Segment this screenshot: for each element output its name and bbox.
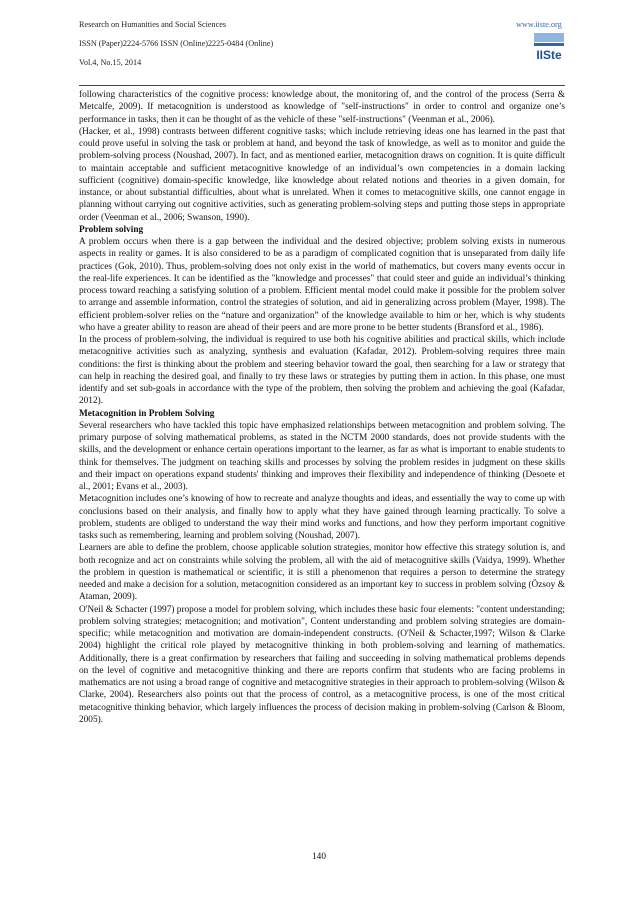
body-paragraph: following characteristics of the cognitive process: knowledge about, the monitoring of, and the control of the process (Serra & Metcalfe, 2009). If metacognition is understood as knowledge of "self-instructions" in order to control and organize one’s performance in tasks, then it can be thought of as the vehicle of these "self-instructions" (Veenman et al., 2006). <box>79 90 565 125</box>
body-paragraph: Metacognition includes one’s knowing of how to recreate and analyze thoughts and ideas, and essentially the way to come up with conclusions based on their analysis, and finally how to apply what they have gained through learning practically. To solve a problem, students are obliged to understand the way their mind works and functions, and how they perform important cognitive tasks such as remembering, learning and problem solving (Noushad, 2007). <box>79 494 565 541</box>
body-paragraph: In the process of problem-solving, the individual is required to use both his cognitive abilities and practical skills, which include metacognitive activities such as analyzing, synthesis and evaluation (Kafadar, 2012). Problem-solving requires three main conditions: the first is thinking about the problem and steering behavior toward the goal, then searching for a law or strategy that can help in reaching the desired goal, and finally to try these laws or strategies by putting them in action. In this phase, one must identify and set sub-goals in accordance with the type of the problem, then solving the problem and achieving the goal (Kafadar, 2012). <box>79 335 565 407</box>
section-heading-problem-solving: Problem solving <box>79 224 144 235</box>
body-paragraph: Learners are able to define the problem, choose applicable solution strategies, monitor how effective this strategy solution is, and both recognize and act on constraints while solving the problem, all with the aid of metacognitive skills (Vaidya, 1999). Whether the problem in question is mathematical or scientific, it is still a phenomenon that requires a person to determine the strategy needed and make a decision for a solution, metacognition considered as an important key to success in problem solving (Özsoy & Ataman, 2009). <box>79 543 565 603</box>
journal-url-link[interactable]: www.iiste.org <box>516 20 562 29</box>
section-heading-metacognition: Metacognition in Problem Solving <box>79 408 215 419</box>
header-divider <box>79 85 565 86</box>
volume-line: Vol.4, No.15, 2014 <box>79 58 142 67</box>
body-paragraph: (Hacker, et al., 1998) contrasts between different cognitive tasks; which include retrieving ideas one has learned in the past that could prove useful in solving the task or problem at hand, and beyond the task of knowledge, as well as to monitor and guide the problem-solving process (Noushad, 2007). In fact, and as mentioned earlier, metacognition draws on cognition. It is quite difficult to maintain acceptable and sufficient metacognitive knowledge of an individual’s own competencies in a domain lacking sufficient (cognitive) domain-specific knowledge, like knowledge about related notions and theories in a given domain, for instance, or about substantial difficulties, about what is unrelated. When it comes to metacognitive skills, one cannot engage in planning without carrying out cognitive activities, such as generating problem-solving steps and putting those steps in appropriate order (Veenman et al., 2006; Swanson, 1990). <box>79 126 565 223</box>
body-paragraph: O'Neil & Schacter (1997) propose a model for problem solving, which includes these basic four elements: "content understanding; problem solving strategies; metacognition; and motivation", Content understanding and problem solving strategies are domain-specific; while metacognition and motivation are domain-independent constructs. (O'Neil & Schacter,1997; Wilson & Clarke 2004) highlight the critical role played by metacognitive thinking in both problem-solving and learning of mathematics. Additionally, there is a great confirmation by researchers that failing and succeeding in solving mathematical problems depends on the level of cognitive and metacognitive thinking and there are reports confirm that students who are facing problems in mathematics are not using a broad range of cognitive and metacognitive strategies in their approach to problem-solving (Wilson & Clarke, 2004). Researchers also points out that the process of control, as a metacognitive process, is one of the most critical metacognitive thinking behavior, which largely influences the process of decision making in problem-solving (Carlson & Bloom, 2005). <box>79 604 565 725</box>
article-body <box>79 89 565 726</box>
page-number: 140 <box>312 852 326 862</box>
logo-text: IISte <box>536 48 562 61</box>
issn-line: ISSN (Paper)2224-5766 ISSN (Online)2225-0484 (Online) <box>79 39 274 48</box>
body-paragraph: A problem occurs when there is a gap between the individual and the desired objective; problem solving exists in numerous aspects in reality or games. It is also considered to be as a paradigm of complicated cognition that is unseparated from daily life practices (Gok, 2010). Thus, problem-solving does not only exist in the world of mathematics, but covers many events occur in the real-life experiences. It can be identified as the "knowledge and processes" that could steer and guide an individual’s thinking process toward reaching a satisfying solution of a problem. Efficient mental model could make it possible for the problem solver to arrange and assemble information, control the strategies of solution, and aid in generalizing across problem (Mayer, 1998). The efficient problem-solver relies on the “nature and organization” of the knowledge available to him or her, which is why students who have a greater ability to reason are ahead of their peers and are more prone to be better students (Bransford et al., 1986). <box>79 237 565 333</box>
journal-title: Research on Humanities and Social Sciences <box>79 20 227 29</box>
iiste-logo-icon <box>532 33 566 61</box>
body-paragraph: Several researchers who have tackled this topic have emphasized relationships between metacognition and problem solving. The primary purpose of solving mathematical problems, as stated in the NCTM 2000 standards, does not provide students with the skills, and the development or enhance certain operations important to the learner, as far as what is important to enable students to think for themselves. The judgment on teaching skills and processes by solving the problem resides in judgment on these skills and their impact on operations expand students' thinking and improves their flexibility and independence of thinking (Desoete et al., 2001; Evans et al., 2003). <box>79 420 565 492</box>
